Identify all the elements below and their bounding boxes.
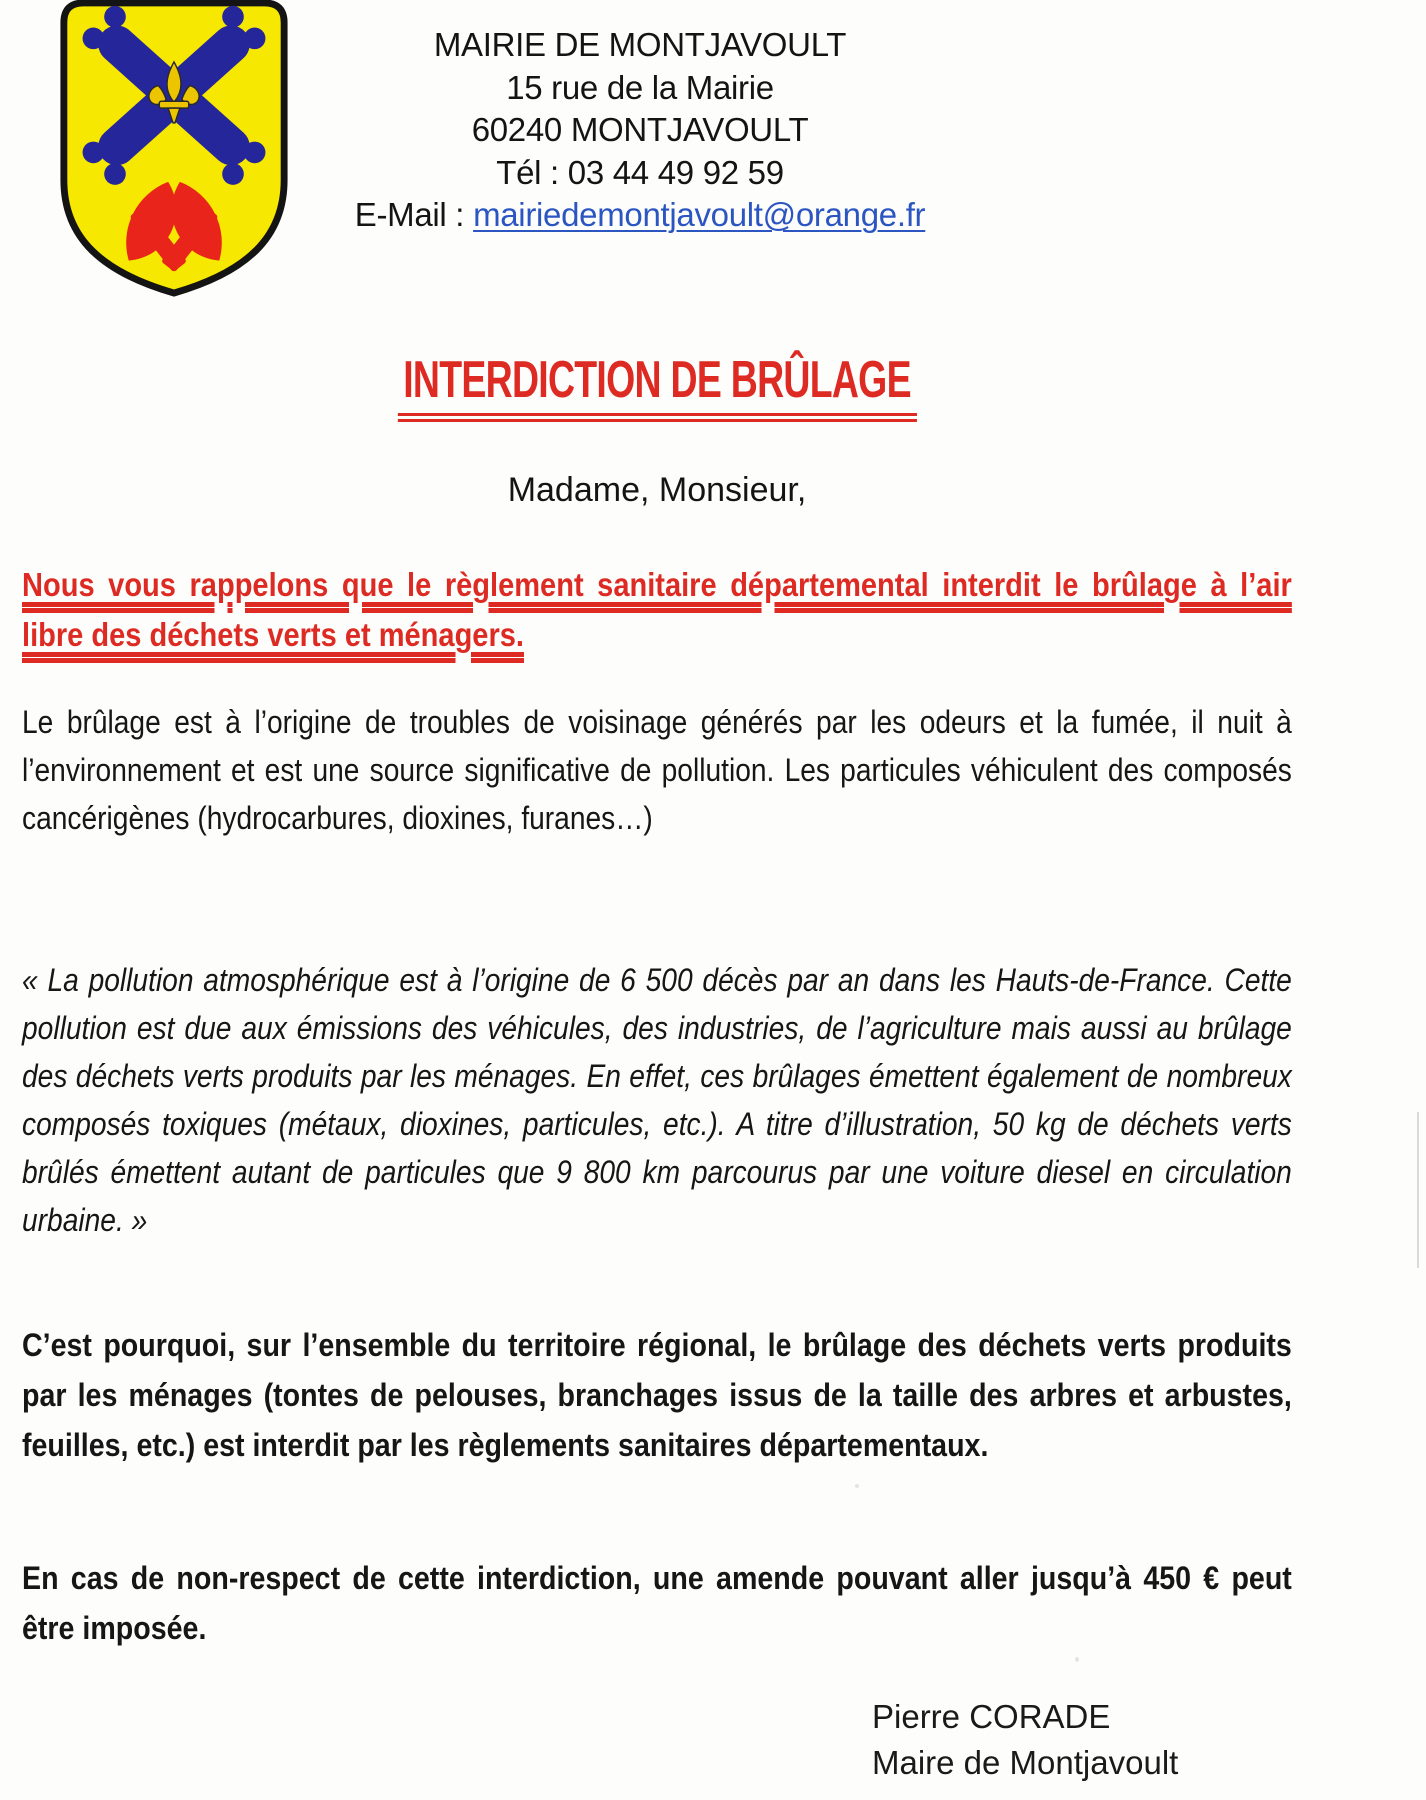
signature-name: Pierre CORADE [872,1698,1111,1735]
scan-speck [1075,1657,1079,1662]
org-address: 15 rue de la Mairie [506,68,774,106]
org-name: MAIRIE DE MONTJAVOULT [433,26,847,63]
email-label: E-Mail : [354,196,465,233]
quote-paragraph: « La pollution atmosphérique est à l’origine de 6 500 décès par an dans les Hauts-de-France. Cette pollution est due aux émissions des véhicules, des industries, de l’agriculture mais aussi au brûlage des déchets verts produits par les ménages. En effet, ces brûlages émettent également de nombreux composés toxiques (métaux, dioxines, particules, etc.). A titre d’illustration, 50 kg de déchets verts brûlés émettent autant de particules que 9 800 km parcourus par une voiture diesel en circulation urbaine. » [22,962,1292,1238]
body-paragraph-1: Le brûlage est à l’origine de troubles de voisinage générés par les odeurs et la fumée, il nuit à l’environnement et est une source significative de pollution. Les particules véhiculent des composés cancérigènes (hydrocarbures, dioxines, furanes…) [22,704,1292,836]
document-title-text: INTERDICTION DE BRÛLAGE [397,352,916,416]
scan-artifact-line [1417,1112,1419,1268]
org-email-line [290,194,990,237]
letterhead [290,24,990,237]
notice-paragraph: Nous vous rappelons que le règlement sanitaire départemental interdit le brûlage à l’air libre des déchets verts et ménagers. [22,566,1292,653]
penalty-paragraph: En cas de non-respect de cette interdiction, une amende pouvant aller jusqu’à 450 € peut être imposée. [22,1560,1292,1646]
coat-of-arms [56,0,292,298]
signature-block [872,1694,1178,1786]
salutation: Madame, Monsieur, [507,471,807,509]
scan-speck [855,1484,859,1488]
scan-speck [1247,1122,1252,1126]
coat-of-arms-icon [56,0,292,298]
org-phone: Tél : 03 44 49 92 59 [496,153,784,191]
email-link[interactable]: mairiedemontjavoult@orange.fr [473,196,926,233]
signature-role: Maire de Montjavoult [872,1744,1179,1781]
org-city: 60240 MONTJAVOULT [471,111,809,148]
document-title [22,352,1292,416]
conclusion-paragraph: C’est pourquoi, sur l’ensemble du territoire régional, le brûlage des déchets verts produits par les ménages (tontes de pelouses, branchages issus de la taille des arbres et arbustes, feuilles, etc.) est interdit par les règlements sanitaires départementaux. [22,1327,1292,1463]
